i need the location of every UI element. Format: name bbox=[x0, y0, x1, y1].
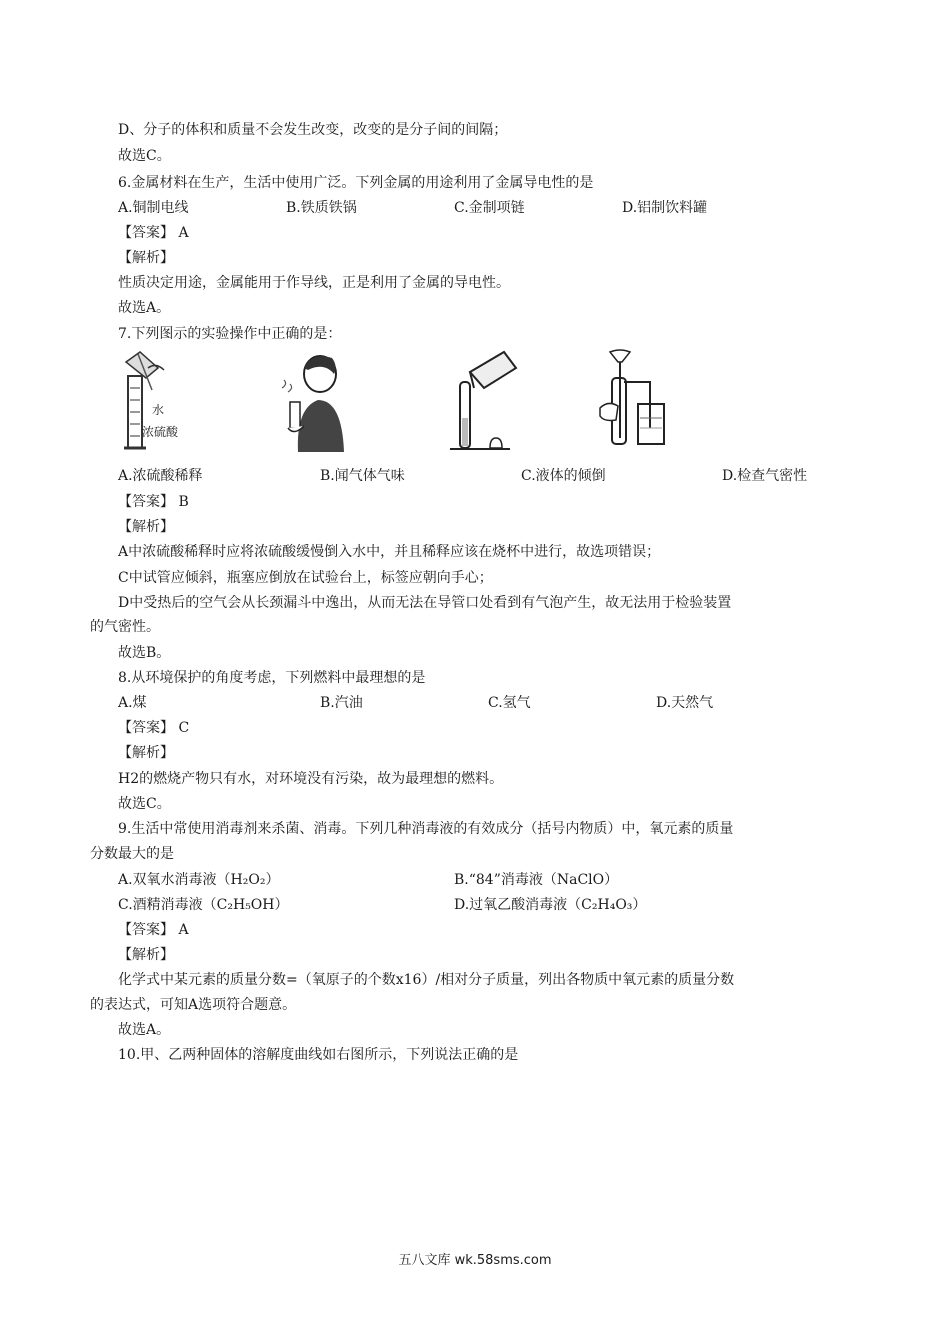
q7-analysis-d-line1: D中受热后的空气会从长颈漏斗中逸出，从而无法在导管口处看到有气泡产生，故无法用于检验装置 bbox=[118, 595, 732, 611]
acid-dilution-illustration bbox=[118, 348, 188, 452]
q6-stem: 6.金属材料在生产，生活中使用广泛。下列金属的用途利用了金属导电性的是 bbox=[118, 175, 594, 191]
q6-analysis: 性质决定用途，金属能用于作导线，正是利用了金属的导电性。 bbox=[118, 275, 510, 291]
pour-liquid-illustration bbox=[450, 348, 530, 452]
q6-select-text: 故选A。 bbox=[118, 300, 171, 316]
q9-stem-line2: 分数最大的是 bbox=[90, 846, 174, 862]
q9-analysis-line1: 化学式中某元素的质量分数=（氧原子的个数x16）/相对分子质量，列出各物质中氧元素的质量分数 bbox=[118, 972, 735, 988]
q6-option-c: C.金制项链 bbox=[454, 200, 525, 216]
page-footer: 五八文库 wk.58sms.com bbox=[398, 1253, 552, 1268]
q7-select-text: 故选B。 bbox=[118, 645, 171, 661]
figure-acid-dilution bbox=[118, 348, 188, 452]
figure-smell-gas bbox=[272, 348, 352, 452]
q10-stem: 10.甲、乙两种固体的溶解度曲线如右图所示，下列说法正确的是 bbox=[118, 1047, 519, 1063]
q8-analysis-label: 【解析】 bbox=[118, 745, 174, 761]
q6-option-d: D.铝制饮料罐 bbox=[622, 200, 708, 216]
q9-option-d: D.过氧乙酸消毒液（C₂H₄O₃） bbox=[454, 897, 647, 913]
q7-analysis-d-line2: 的气密性。 bbox=[90, 619, 160, 635]
q8-answer: 【答案】 C bbox=[118, 720, 190, 736]
q7-analysis-label: 【解析】 bbox=[118, 519, 174, 535]
q7-analysis-c: C中试管应倾斜，瓶塞应倒放在试验台上，标签应朝向手心； bbox=[118, 570, 493, 586]
q7-option-d: D.检查气密性 bbox=[722, 468, 808, 484]
smell-gas-illustration bbox=[272, 348, 352, 452]
q9-stem-line1: 9.生活中常使用消毒剂来杀菌、消毒。下列几种消毒液的有效成分（括号内物质）中，氧元素的质量 bbox=[118, 821, 734, 837]
q9-select-text: 故选A。 bbox=[118, 1022, 171, 1038]
q8-option-a: A.煤 bbox=[118, 695, 147, 711]
airtight-check-illustration bbox=[594, 348, 684, 452]
q8-option-d: D.天然气 bbox=[656, 695, 714, 711]
q8-analysis: H2的燃烧产物只有水，对环境没有污染，故为最理想的燃料。 bbox=[118, 771, 504, 787]
q7-option-b: B.闻气体气味 bbox=[320, 468, 405, 484]
label-conc-acid: 浓硫酸 bbox=[142, 425, 179, 439]
q6-analysis-label: 【解析】 bbox=[118, 250, 174, 266]
label-water: 水 bbox=[152, 403, 165, 417]
q7-stem: 7.下列图示的实验操作中正确的是： bbox=[118, 326, 342, 342]
q7-answer: 【答案】 B bbox=[118, 494, 189, 510]
q8-select-text: 故选C。 bbox=[118, 796, 171, 812]
q9-option-a: A.双氧水消毒液（H₂O₂） bbox=[118, 872, 280, 888]
q6-answer: 【答案】 A bbox=[118, 225, 189, 241]
q5-select-text: 故选C。 bbox=[118, 148, 171, 164]
q9-option-b: B.“84”消毒液（NaClO） bbox=[454, 872, 619, 888]
q6-option-b: B.铁质铁锅 bbox=[286, 200, 357, 216]
q7-analysis-a: A中浓硫酸稀释时应将浓硫酸缓慢倒入水中，并且稀释应该在烧杯中进行，故选项错误； bbox=[118, 544, 661, 560]
q9-option-c: C.酒精消毒液（C₂H₅OH） bbox=[118, 897, 289, 913]
q9-answer: 【答案】 A bbox=[118, 922, 189, 938]
q8-option-b: B.汽油 bbox=[320, 695, 363, 711]
q6-option-a: A.铜制电线 bbox=[118, 200, 189, 216]
q9-analysis-line2: 的表达式，可知A选项符合题意。 bbox=[90, 997, 297, 1013]
q7-option-c: C.液体的倾倒 bbox=[521, 468, 606, 484]
q5-option-d-text: D、分子的体积和质量不会发生改变，改变的是分子间的间隔； bbox=[118, 122, 508, 138]
q9-analysis-label: 【解析】 bbox=[118, 947, 174, 963]
q8-option-c: C.氢气 bbox=[488, 695, 531, 711]
figure-airtight-check bbox=[594, 348, 684, 452]
q7-option-a: A.浓硫酸稀释 bbox=[118, 468, 203, 484]
q8-stem: 8.从环境保护的角度考虑，下列燃料中最理想的是 bbox=[118, 670, 426, 686]
figure-pour-liquid bbox=[450, 348, 530, 452]
